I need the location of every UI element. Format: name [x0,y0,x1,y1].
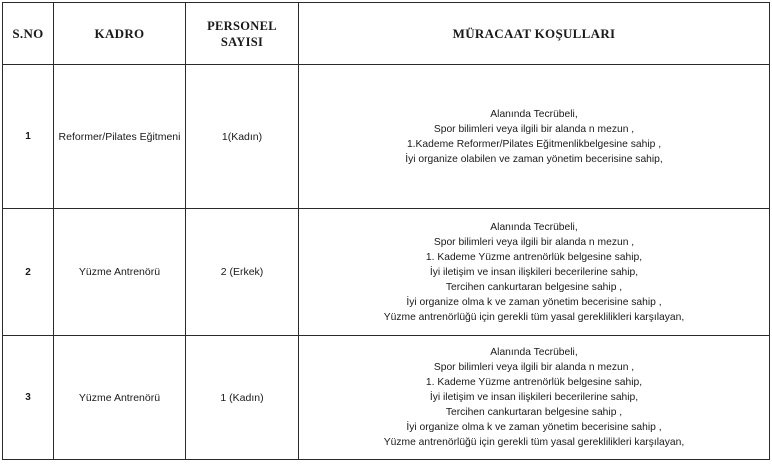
header-personel-line2: SAYISI [220,34,264,49]
kosul-line: Alanında Tecrübeli, [490,108,578,120]
row-kadro: Reformer/Pilates Eğitmeni [54,65,186,209]
row-personel-sayisi: 2 (Erkek) [186,209,299,336]
header-sno: S.NO [3,3,54,65]
kosul-line: 1. Kademe Yüzme antrenörlük belgesine sahip, [425,251,643,263]
kosul-line: 1. Kademe Yüzme antrenörlük belgesine sahip, [425,377,643,388]
kosul-line: Tercihen cankurtaran belgesine sahip , [445,281,623,293]
kosul-line: İyi organize olabilen ve zaman yönetim becerisine sahip, [405,153,663,165]
kosul-line: İyi organize olma k ve zaman yönetim becerisine sahip , [406,296,662,308]
kosul-line: İyi organize olma k ve zaman yönetim becerisine sahip , [406,422,662,433]
table-row [3,336,770,460]
row-kosullar [299,65,770,209]
kosul-line: Yüzme antrenörlüğü için gerekli tüm yasal gereklilikleri karşılayan, [383,437,685,448]
header-muracaat-kosullari: MÜRACAAT KOŞULLARI [299,3,770,65]
kosul-line: Spor bilimleri veya ilgili bir alanda n mezun , [433,362,635,373]
kosul-line: Tercihen cankurtaran belgesine sahip , [445,407,623,418]
row-kadro: Yüzme Antrenörü [54,336,186,460]
table-header-row [3,3,770,65]
row-kadro: Yüzme Antrenörü [54,209,186,336]
row-number: 2 [3,209,54,336]
table-row [3,209,770,336]
kosul-line: İyi iletişim ve insan ilişkileri becerilerine sahip, [429,266,639,278]
header-personel-line1: PERSONEL [207,18,277,33]
row-kosullar [299,336,770,460]
header-personel-sayisi [186,3,299,65]
table-row [3,65,770,209]
header-kadro: KADRO [54,3,186,65]
row-kosullar [299,209,770,336]
kosul-line: Spor bilimleri veya ilgili bir alanda n mezun , [433,236,635,248]
row-personel-sayisi: 1(Kadın) [186,65,299,209]
kosul-line: Alanında Tecrübeli, [490,347,578,358]
kosul-line: Yüzme antrenörlüğü için gerekli tüm yasal gereklilikleri karşılayan, [383,311,685,323]
kosul-line: İyi iletişim ve insan ilişkileri becerilerine sahip, [429,392,639,403]
row-personel-sayisi: 1 (Kadın) [186,336,299,460]
kosul-line: 1.Kademe Reformer/Pilates Eğitmenlikbelgesine sahip , [406,138,662,150]
row-number: 3 [3,336,54,460]
personnel-requirements-table [2,2,770,460]
kosul-line: Alanında Tecrübeli, [490,221,578,233]
row-number: 1 [3,65,54,209]
kosul-line: Spor bilimleri veya ilgili bir alanda n mezun , [433,123,635,135]
